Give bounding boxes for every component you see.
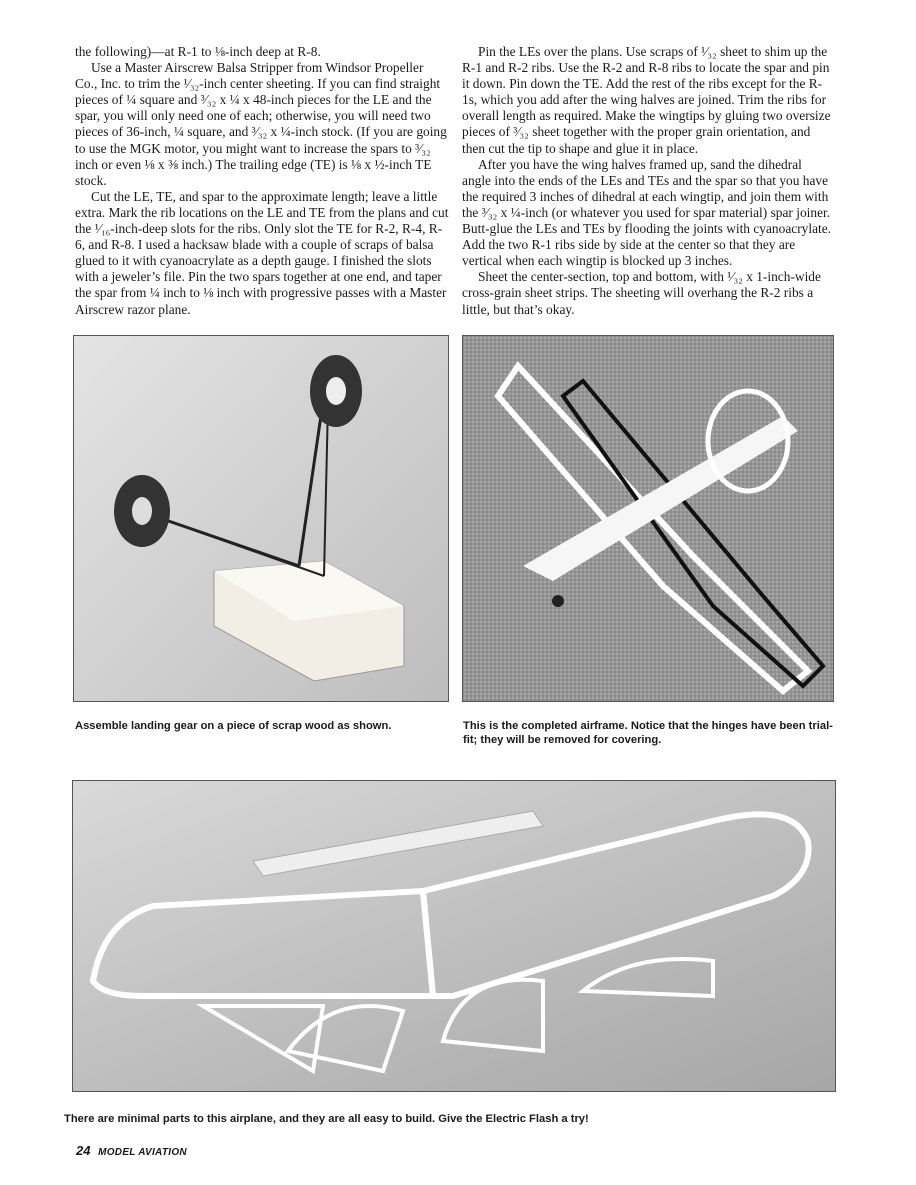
page-number: 24 [76, 1143, 91, 1158]
text-line: Cut the LE, TE, and spar to the approximate length; leave a little [91, 188, 438, 204]
text-line: Add the two R-1 ribs side by side at the center so that they are [462, 237, 796, 253]
text-line: vertical when each wingtip is blocked up 3 inches. [462, 253, 733, 269]
text-line: then cut the tip to shape and glue it in place. [462, 140, 699, 156]
text-line: 1s, which you add after the wing halves are joined. Trim the ribs for [462, 92, 827, 108]
text-line: inch or even ⅛ x ⅜ inch.) The trailing edge (TE) is ⅛ x ½-inch TE [75, 156, 432, 172]
text-line: the ¹⁄₁₆-inch-deep slots for the ribs. Only slot the TE for R-2, R-4, R- [75, 221, 443, 237]
text-line: angle into the ends of the LEs and TEs and the spar so that you have [462, 172, 829, 188]
text-line: R-1 and R-2 ribs. Use the R-2 and R-8 ribs to locate the spar and pin [462, 60, 830, 76]
text-line: the spar from ¼ inch to ⅛ inch with progressive passes with a Master [75, 285, 447, 301]
airframe-photo [462, 335, 834, 702]
text-line: Butt-glue the LEs and TEs by flooding the joints with cyanoacrylate. [462, 221, 832, 237]
text-line: cross-grain sheet strips. The sheeting will overhang the R-2 ribs a [462, 285, 814, 301]
text-line: extra. Mark the rib locations on the LE and TE from the plans and cut [75, 204, 449, 220]
text-column-right [462, 44, 834, 318]
text-line: it down. Pin down the TE. Add the rest of the ribs except for the R- [462, 76, 823, 92]
text-line: overall length as required. Make the wingtips by gluing two oversize [462, 108, 831, 124]
text-line: spar, you will only need one of each; otherwise, you will need two [75, 108, 431, 124]
parts-photo [72, 780, 836, 1092]
text-line: 6, and R-8. I used a hacksaw blade with a couple of scraps of balsa [75, 237, 434, 253]
text-line: little, but that’s okay. [462, 301, 575, 317]
text-line: glued to it with cyanoacrylate as a depth gauge. I finished the slots [75, 253, 432, 269]
text-line: stock. [75, 172, 107, 188]
text-line: Sheet the center-section, top and bottom, with ¹⁄₃₂ x 1-inch-wide [478, 269, 821, 285]
text-line: with a jeweler’s file. Pin the two spars together at one end, and taper [75, 269, 442, 285]
text-line: Airscrew razor plane. [75, 301, 191, 317]
text-line: the required 3 inches of dihedral at each wingtip, and join them with [462, 188, 829, 204]
landing-gear-photo [73, 335, 449, 702]
text-line: pieces of ¼ square and ³⁄₃₂ x ¼ x 48-inch pieces for the LE and the [75, 92, 432, 108]
text-line: After you have the wing halves framed up, sand the dihedral [478, 156, 802, 172]
text-line: the following)—at R-1 to ⅛-inch deep at R-8. [75, 44, 321, 59]
page-footer [76, 1143, 187, 1158]
magazine-name: MODEL AVIATION [98, 1147, 187, 1158]
text-line: Co., Inc. to trim the ¹⁄₃₂-inch center sheeting. If you can find straight [75, 76, 441, 92]
landing-gear-caption: Assemble landing gear on a piece of scrap wood as shown. [75, 720, 392, 732]
text-column-left [75, 44, 447, 318]
text-line: pieces of ³⁄₃₂ sheet together with the proper grain orientation, and [462, 124, 811, 140]
text-line: to use the MGK motor, you might want to increase the spars to ³⁄₃₂ [75, 140, 431, 156]
text-line: the ³⁄₃₂ x ¼-inch (or whatever you used for spar material) spar joiner. [462, 204, 831, 220]
text-line: Use a Master Airscrew Balsa Stripper from Windsor Propeller [91, 60, 424, 76]
airframe-caption: This is the completed airframe. Notice that the hinges have been trial-fit; they will be removed for covering. [463, 720, 833, 746]
text-line: Pin the LEs over the plans. Use scraps of ¹⁄₃₂ sheet to shim up the [478, 44, 828, 59]
text-line: pieces of 36-inch, ¼ square, and ³⁄₃₂ x ¼-inch stock. (If you are going [75, 124, 447, 140]
parts-caption: There are minimal parts to this airplane, and they are all easy to build. Give the Electric Flash a try! [64, 1113, 589, 1125]
